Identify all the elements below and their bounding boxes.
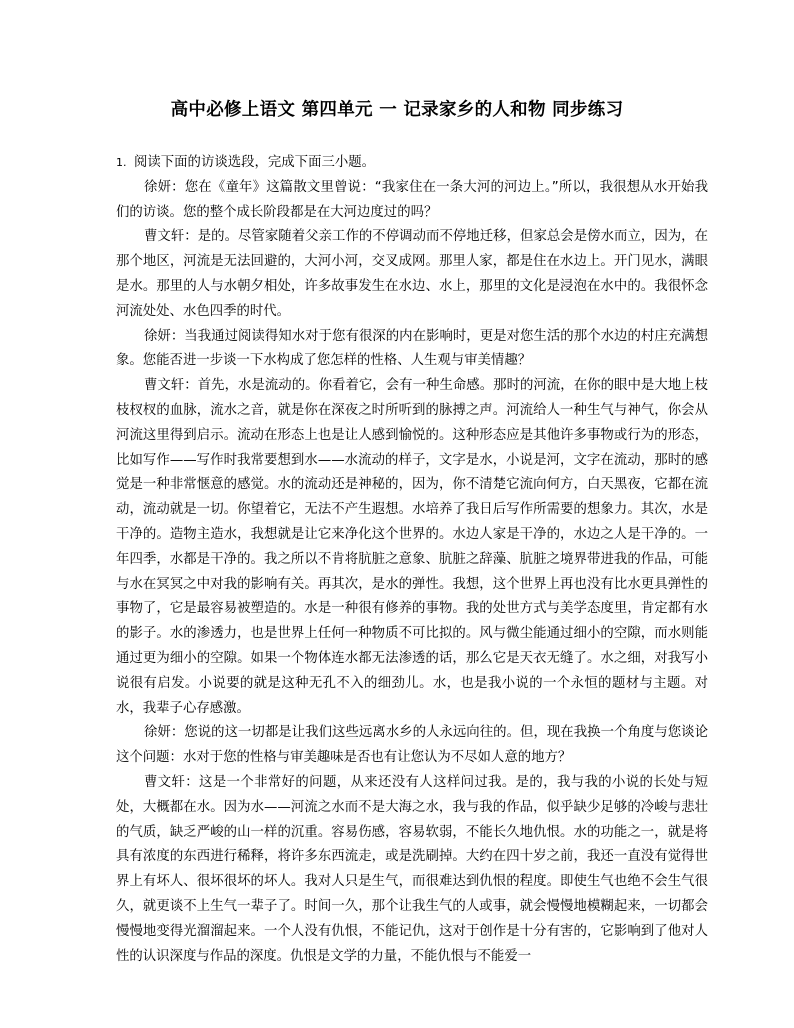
question-prompt-line bbox=[116, 151, 708, 176]
interview-paragraph-3: 徐妍：当我通过阅读得知水对于您有很深的内在影响时，更是对您生活的那个水边的村庄充满想象。您能否进一步谈一下水构成了您怎样的性格、人生观与审美情趣？ bbox=[116, 328, 708, 369]
document-title: 高中必修上语文 第四单元 一 记录家乡的人和物 同步练习 bbox=[170, 100, 624, 120]
interview-paragraph-2: 曹文轩：是的。尽管家随着父亲工作的不停调动而不停地迁移，但家总会是傍水而立，因为，在那个地区，河流是无法回避的，大河小河，交叉成网。那里人家，都是住在水边上。开门见水，满眼是水。那里的人与水朝夕相处，许多故事发生在水边、水上，那里的文化是浸泡在水中的。我很怀念河流处处、水色四季的时代。 bbox=[116, 229, 708, 319]
question-prompt: 阅读下面的访谈选段，完成下面三小题。 bbox=[134, 155, 376, 170]
question-number: 1. bbox=[116, 156, 127, 169]
interview-paragraph-5: 徐妍：您说的这一切都是让我们这些远离水乡的人永远向往的。但，现在我换一个角度与您谈论这个问题：水对于您的性格与审美趣味是否也有让您认为不尽如人意的地方？ bbox=[116, 725, 708, 766]
document-body bbox=[116, 151, 708, 969]
interview-paragraph-4: 曹文轩：首先，水是流动的。你看着它，会有一种生命感。那时的河流，在你的眼中是大地上枝枝杈杈的血脉，流水之音，就是你在深夜之时所听到的脉搏之声。河流给人一种生气与神气，你会从河流这里得到启示。流动在形态上也是让人感到愉悦的。这种形态应是其他许多事物或行为的形态，比如写作——写作时我常要想到水——水流动的样子，文字是水，小说是河，文字在流动，那时的感觉是一种非常惬意的感觉。水的流动还是神秘的，因为，你不清楚它流向何方，白天黑夜，它都在流动，流动就是一切。你望着它，无法不产生遐想。水培养了我日后写作所需要的想象力。其次，水是干净的。造物主造水，我想就是让它来净化这个世界的。水边人家是干净的，水边之人是干净的。一年四季，水都是干净的。我之所以不肯将肮脏之意象、肮脏之辞藻、肮脏之境界带进我的作品，可能与水在冥冥之中对我的影响有关。再其次，是水的弹性。我想，这个世界上再也没有比水更具弹性的事物了，它是最容易被塑造的。水是一种很有修养的事物。我的处世方式与美学态度里，肯定都有水的影子。水的渗透力，也是世界上任何一种物质不可比拟的。风与微尘能通过细小的空隙，而水则能通过更为细小的空隙。如果一个物体连水都无法渗透的话，那么它是天衣无缝了。水之细，对我写小说很有启发。小说要的就是这种无孔不入的细劲儿。水，也是我小说的一个永恒的题材与主题。对水，我辈子心存感激。 bbox=[116, 378, 708, 716]
interview-paragraph-6: 曹文轩：这是一个非常好的问题，从来还没有人这样问过我。是的，我与我的小说的长处与短处，大概都在水。因为水——河流之水而不是大海之水，我与我的作品，似乎缺少足够的冷峻与悲壮的气质，缺乏严峻的山一样的沉重。容易伤感，容易软弱，不能长久地仇恨。水的功能之一，就是将具有浓度的东西进行稀释，将许多东西流走，或是洗刷掉。大约在四十岁之前，我还一直没有觉得世界上有坏人、很坏很坏的坏人。我对人只是生气，而很难达到仇恨的程度。即使生气也绝不会生气很久，就更谈不上生气一辈子了。时间一久，那个让我生气的人或事，就会慢慢地模糊起来，一切都会慢慢地变得光溜溜起来。一个人没有仇恨，不能记仇，这对于创作是十分有害的，它影响到了他对人性的认识深度与作品的深度。仇恨是文学的力量，不能仇恨与不能爱一 bbox=[116, 774, 708, 964]
interview-paragraph-1: 徐妍：您在《童年》这篇散文里曾说：“我家住在一条大河的河边上。”所以，我很想从水开始我们的访谈。您的整个成长阶段都是在大河边度过的吗？ bbox=[116, 179, 708, 220]
